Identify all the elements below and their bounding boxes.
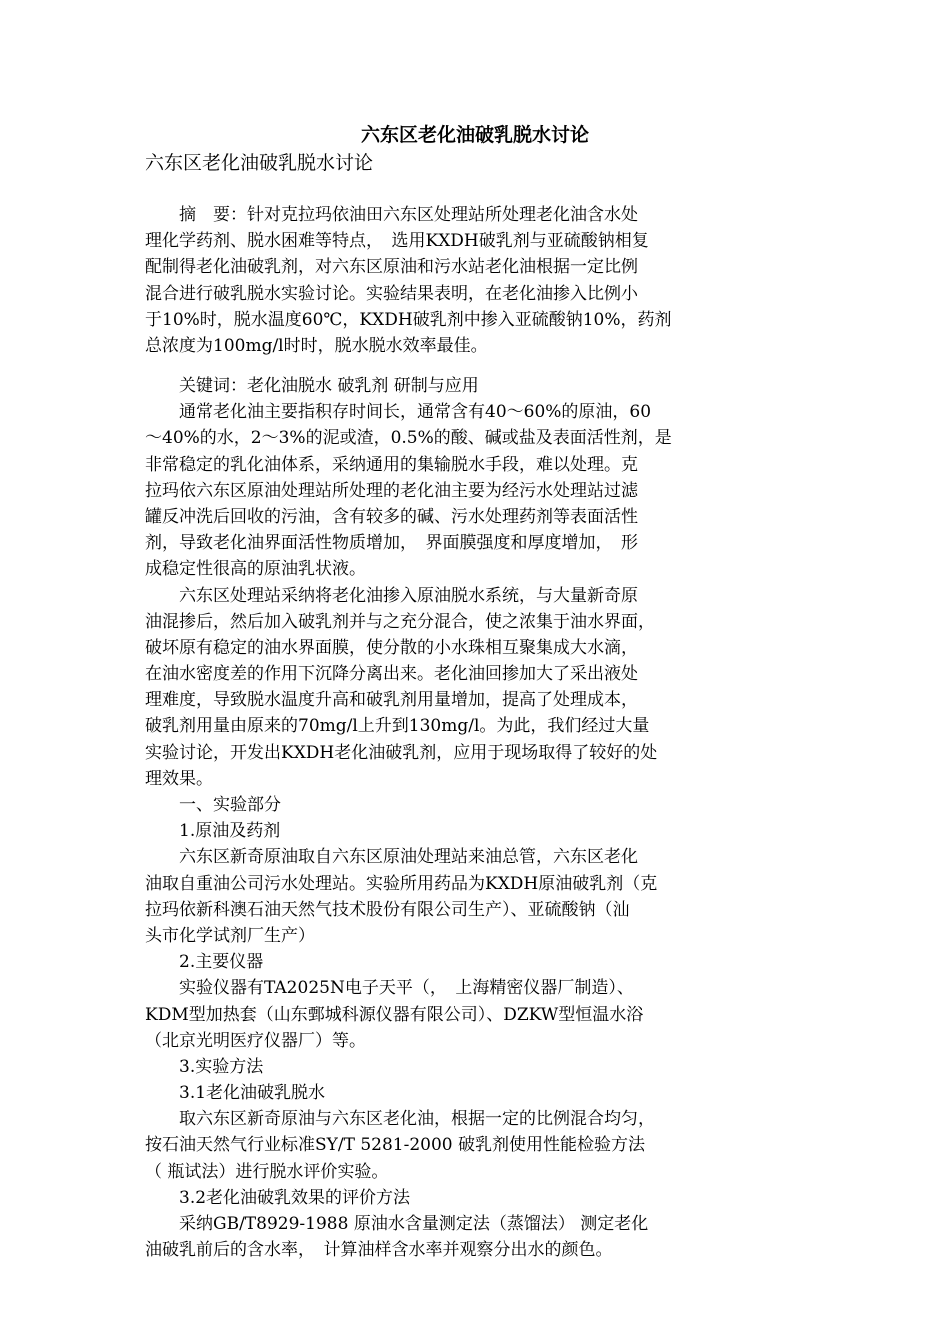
body-text-line: 实验仪器有TA2025N电子天平（， 上海精密仪器厂制造）、	[145, 978, 634, 999]
body-text-line: 采纳GB/T8929-1988 原油水含量测定法（蒸馏法） 测定老化	[145, 1214, 649, 1234]
document-subtitle: 六东区老化油破乳脱水讨论	[145, 152, 374, 174]
abstract-line: 于10%时，脱水温度60℃，KXDH破乳剂中掺入亚硫酸钠10%，药剂	[145, 309, 672, 330]
body-text-line: 理效果。	[145, 768, 213, 789]
body-text-line: 理难度，导致脱水温度升高和破乳剂用量增加，提高了处理成本，	[145, 690, 638, 711]
body-text-line: （北京光明医疗仪器厂）等。	[145, 1030, 366, 1051]
body-text-line: 2.主要仪器	[145, 952, 264, 973]
body-text-line: （ 瓶试法）进行脱水评价实验。	[145, 1161, 389, 1182]
abstract-line: 摘 要：针对克拉玛依油田六东区处理站所处理老化油含水处	[145, 205, 638, 225]
main-body-block	[145, 373, 805, 1263]
body-text-line: KDM型加热套（山东鄄城科源仪器有限公司）、DZKW型恒温水浴	[145, 1004, 644, 1025]
body-text-line: 一、实验部分	[145, 795, 281, 815]
body-text-line: 油混掺后，然后加入破乳剂并与之充分混合，使之浓集于油水界面，	[145, 611, 655, 632]
body-text-line: 六东区新奇原油取自六东区原油处理站来油总管，六东区老化	[145, 847, 638, 868]
body-text-line: 油破乳前后的含水率， 计算油样含水率并观察分出水的颜色。	[145, 1240, 613, 1261]
abstract-line: 混合进行破乳脱水实验讨论。实验结果表明，在老化油掺入比例小	[145, 283, 638, 304]
body-text-line: 1.原油及药剂	[145, 821, 281, 842]
body-text-line: 关键词：老化油脱水 破乳剂 研制与应用	[145, 376, 479, 396]
body-text-line: 取六东区新奇原油与六东区老化油，根据一定的比例混合均匀，	[145, 1109, 655, 1130]
body-text-line: 通常老化油主要指积存时间长，通常含有40～60%的原油，60	[145, 402, 652, 423]
body-text-line: 头市化学试剂厂生产）	[145, 925, 315, 946]
abstract-line: 总浓度为100mg/l时时，脱水脱水效率最佳。	[145, 335, 488, 356]
abstract-block	[145, 202, 805, 359]
body-text-line: 成稳定性很高的原油乳状液。	[145, 559, 366, 580]
body-text-line: 非常稳定的乳化油体系，采纳通用的集输脱水手段，难以处理。克	[145, 454, 638, 475]
body-text-line: 实验讨论，开发出KXDH老化油破乳剂，应用于现场取得了较好的处	[145, 742, 658, 763]
body-text-line: 3.实验方法	[145, 1056, 264, 1077]
abstract-line: 理化学药剂、脱水困难等特点， 选用KXDH破乳剂与亚硫酸钠相复	[145, 231, 649, 252]
body-text-line: 按石油天然气行业标准SY/T 5281-2000 破乳剂使用性能检验方法	[145, 1135, 646, 1156]
body-text-line: 拉玛依六东区原油处理站所处理的老化油主要为经污水处理站过滤	[145, 480, 638, 501]
body-text-line: 破乳剂用量由原来的70mg/l上升到130mg/l。为此，我们经过大量	[145, 716, 650, 737]
abstract-line: 配制得老化油破乳剂，对六东区原油和污水站老化油根据一定比例	[145, 257, 638, 278]
body-text-line: ～40%的水，2～3%的泥或渣，0.5%的酸、碱或盐及表面活性剂，是	[145, 428, 672, 449]
document-title: 六东区老化油破乳脱水讨论	[360, 124, 589, 146]
body-text-line: 油取自重油公司污水处理站。实验所用药品为KXDH原油破乳剂（克	[145, 873, 658, 894]
body-text-line: 破坏原有稳定的油水界面膜，使分散的小水珠相互聚集成大水滴，	[145, 637, 638, 658]
body-text-line: 六东区处理站采纳将老化油掺入原油脱水系统，与大量新奇原	[145, 585, 638, 606]
body-text-line: 3.1老化油破乳脱水	[145, 1083, 326, 1104]
body-text-line: 罐反冲洗后回收的污油，含有较多的碱、污水处理药剂等表面活性	[145, 506, 638, 527]
body-text-line: 在油水密度差的作用下沉降分离出来。老化油回掺加大了采出液处	[145, 664, 638, 685]
body-text-line: 剂，导致老化油界面活性物质增加， 界面膜强度和厚度增加， 形	[145, 533, 638, 554]
body-text-line: 拉玛依新科澳石油天然气技术股份有限公司生产）、亚硫酸钠（汕	[145, 899, 630, 920]
body-text-line: 3.2老化油破乳效果的评价方法	[145, 1187, 411, 1208]
